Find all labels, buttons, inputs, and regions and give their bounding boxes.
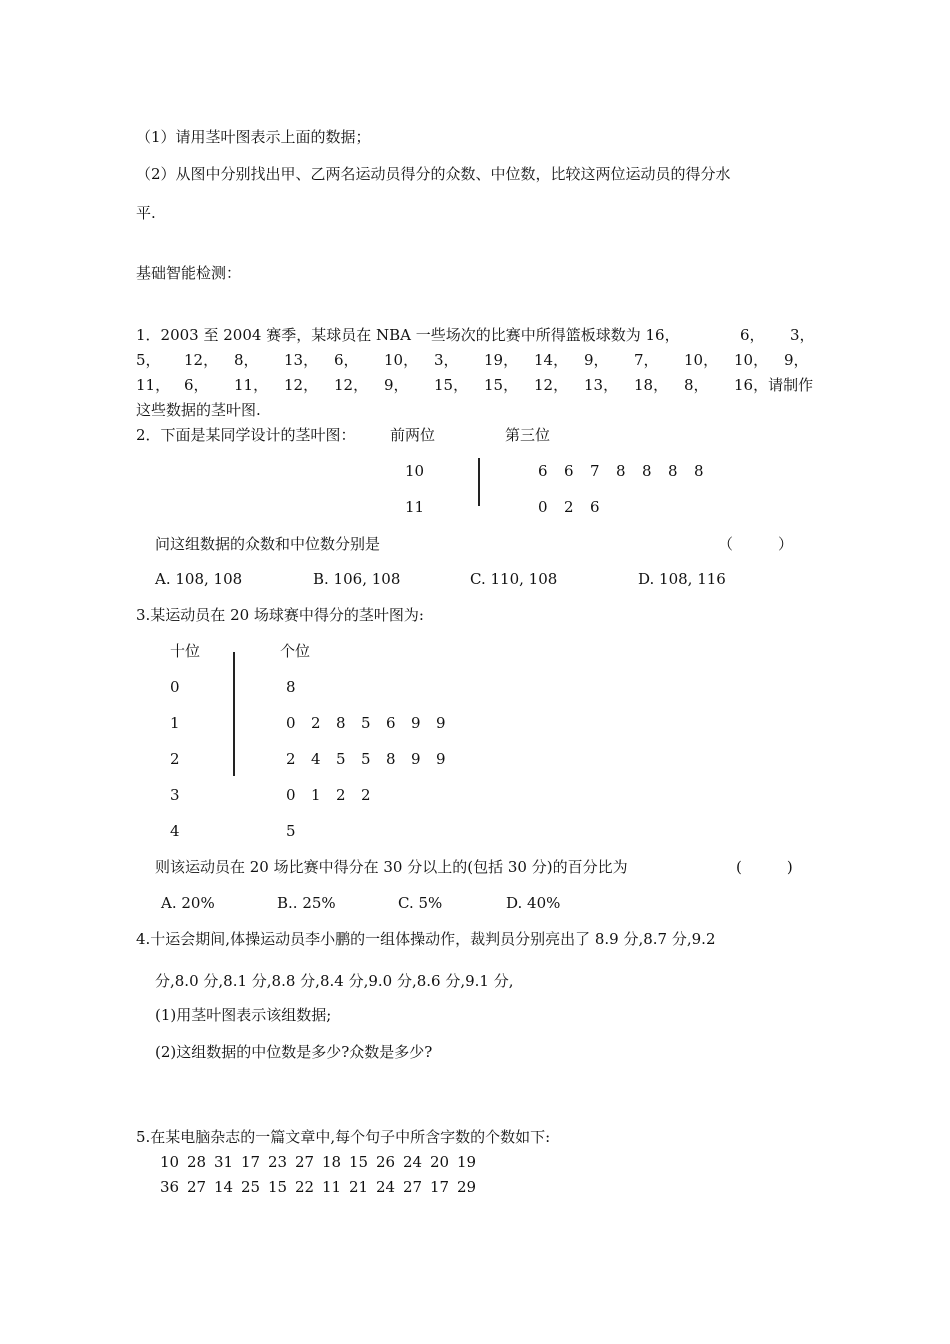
data-value: 19， bbox=[484, 351, 519, 369]
data-value: 25 bbox=[241, 1178, 261, 1196]
data-value: 10， bbox=[384, 351, 419, 369]
problem-4-question-1: (1)用茎叶图表示该组数据; bbox=[155, 1006, 332, 1024]
intro-question-2-continued: 平. bbox=[136, 204, 156, 222]
data-value: 27 bbox=[187, 1178, 207, 1196]
data-value: 28 bbox=[187, 1153, 207, 1171]
data-value: 7， bbox=[634, 351, 659, 369]
leaf-value: 9 bbox=[436, 714, 446, 732]
stem-value: 0 bbox=[170, 678, 180, 696]
data-value: 17 bbox=[430, 1178, 450, 1196]
stem-value: 1 bbox=[170, 714, 180, 732]
problem-4-line-1: 4.十运会期间,体操运动员李小鹏的一组体操动作，裁判员分别亮出了 8.9 分,8.7 分,9.2 bbox=[136, 930, 716, 948]
intro-question-2: （2）从图中分别找出甲、乙两名运动员得分的众数、中位数，比较这两位运动员的得分水 bbox=[136, 165, 731, 183]
data-value: 11， bbox=[136, 376, 171, 394]
leaf-value: 5 bbox=[286, 822, 296, 840]
data-value: 29 bbox=[457, 1178, 477, 1196]
data-value: 13， bbox=[584, 376, 619, 394]
data-value: 15， bbox=[434, 376, 469, 394]
data-value: 10， bbox=[734, 351, 769, 369]
leaf-value: 6 bbox=[538, 462, 548, 480]
problem-4-question-2: (2)这组数据的中位数是多少?众数是多少? bbox=[155, 1043, 433, 1061]
leaf-value: 2 bbox=[361, 786, 371, 804]
data-value: 12， bbox=[284, 376, 319, 394]
leaf-value: 5 bbox=[336, 750, 346, 768]
leaf-value: 2 bbox=[286, 750, 296, 768]
data-value: 22 bbox=[295, 1178, 315, 1196]
intro-question-1: （1）请用茎叶图表示上面的数据； bbox=[136, 128, 371, 146]
leaf-value: 5 bbox=[361, 750, 371, 768]
leaf-value: 6 bbox=[386, 714, 396, 732]
option-c: C. 110, 108 bbox=[470, 570, 558, 588]
option-c: C. 5% bbox=[398, 894, 443, 912]
data-value: 12， bbox=[534, 376, 569, 394]
data-value: 27 bbox=[295, 1153, 315, 1171]
data-value: 8， bbox=[234, 351, 259, 369]
data-value: 15， bbox=[484, 376, 519, 394]
data-value: 6， bbox=[184, 376, 209, 394]
data-value: 14， bbox=[534, 351, 569, 369]
stem-value: 11 bbox=[405, 498, 425, 516]
data-value: 3， bbox=[434, 351, 459, 369]
option-b: B. 106, 108 bbox=[313, 570, 401, 588]
stem-header: 前两位 bbox=[390, 426, 436, 444]
problem-1-line-4: 这些数据的茎叶图. bbox=[136, 401, 261, 419]
data-value: 13， bbox=[284, 351, 319, 369]
leaf-value: 6 bbox=[590, 498, 600, 516]
data-row bbox=[160, 1155, 484, 1170]
data-value: 19 bbox=[457, 1153, 477, 1171]
leaf-value: 9 bbox=[411, 750, 421, 768]
leaf-value: 0 bbox=[538, 498, 548, 516]
option-a: A. 20% bbox=[161, 894, 215, 912]
leaf-value: 1 bbox=[311, 786, 321, 804]
data-value: 31 bbox=[214, 1153, 234, 1171]
data-value: 10 bbox=[160, 1153, 180, 1171]
leaf-row bbox=[286, 824, 311, 839]
answer-blank: （ ） bbox=[718, 535, 794, 553]
leaf-value: 7 bbox=[590, 462, 600, 480]
data-value: 27 bbox=[403, 1178, 423, 1196]
data-value: 18， bbox=[634, 376, 669, 394]
option-d: D. 40% bbox=[506, 894, 561, 912]
data-value: 9， bbox=[584, 351, 609, 369]
data-value: 11 bbox=[322, 1178, 342, 1196]
data-value: 20 bbox=[430, 1153, 450, 1171]
option-b: B.. 25% bbox=[277, 894, 336, 912]
leaf-value: 6 bbox=[564, 462, 574, 480]
leaf-value: 9 bbox=[411, 714, 421, 732]
leaf-value: 2 bbox=[311, 714, 321, 732]
data-value: 21 bbox=[349, 1178, 369, 1196]
leaf-value: 8 bbox=[668, 462, 678, 480]
option-d: D. 108, 116 bbox=[638, 570, 726, 588]
data-row bbox=[160, 1180, 484, 1195]
section-title: 基础智能检测： bbox=[136, 264, 242, 282]
data-value: 6， bbox=[334, 351, 359, 369]
stem-value: 10 bbox=[405, 462, 425, 480]
problem-4-line-2: 分,8.0 分,8.1 分,8.8 分,8.4 分,9.0 分,8.6 分,9.1 分, bbox=[155, 972, 514, 990]
data-value: 24 bbox=[403, 1153, 423, 1171]
data-value: 12， bbox=[184, 351, 219, 369]
leaf-value: 8 bbox=[694, 462, 704, 480]
leaf-value: 8 bbox=[616, 462, 626, 480]
leaf-row bbox=[286, 752, 461, 767]
data-value: 23 bbox=[268, 1153, 288, 1171]
data-value: 17 bbox=[241, 1153, 261, 1171]
problem-1-value: 6， bbox=[740, 326, 765, 344]
leaf-value: 8 bbox=[386, 750, 396, 768]
leaf-value: 9 bbox=[436, 750, 446, 768]
data-value: 16，请制作 bbox=[734, 376, 814, 394]
stem-divider bbox=[478, 458, 480, 506]
problem-3-intro: 3.某运动员在 20 场球赛中得分的茎叶图为: bbox=[136, 606, 424, 624]
data-value: 10， bbox=[684, 351, 719, 369]
data-value: 9， bbox=[384, 376, 409, 394]
data-value: 36 bbox=[160, 1178, 180, 1196]
data-value: 18 bbox=[322, 1153, 342, 1171]
problem-1-line-2 bbox=[136, 353, 814, 368]
data-value: 11， bbox=[234, 376, 269, 394]
leaf-value: 8 bbox=[642, 462, 652, 480]
leaf-header: 第三位 bbox=[505, 426, 551, 444]
stem-value: 4 bbox=[170, 822, 180, 840]
leaf-header: 个位 bbox=[280, 642, 311, 660]
problem-1-value: 3， bbox=[790, 326, 815, 344]
leaf-row bbox=[286, 716, 461, 731]
leaf-row bbox=[538, 500, 616, 515]
leaf-value: 0 bbox=[286, 786, 296, 804]
leaf-value: 8 bbox=[286, 678, 296, 696]
data-value: 8， bbox=[684, 376, 709, 394]
problem-1-line-3 bbox=[136, 378, 834, 393]
leaf-value: 5 bbox=[361, 714, 371, 732]
data-value: 24 bbox=[376, 1178, 396, 1196]
problem-3-question: 则该运动员在 20 场比赛中得分在 30 分以上的(包括 30 分)的百分比为 bbox=[155, 858, 628, 876]
leaf-value: 2 bbox=[564, 498, 574, 516]
data-value: 26 bbox=[376, 1153, 396, 1171]
answer-blank: ( ) bbox=[736, 858, 793, 876]
leaf-row bbox=[286, 788, 386, 803]
data-value: 12， bbox=[334, 376, 369, 394]
data-value: 5， bbox=[136, 351, 161, 369]
leaf-row bbox=[286, 680, 312, 695]
problem-5-intro: 5.在某电脑杂志的一篇文章中,每个句子中所含字数的个数如下: bbox=[136, 1128, 551, 1146]
leaf-row bbox=[538, 464, 720, 479]
stem-value: 3 bbox=[170, 786, 180, 804]
leaf-value: 4 bbox=[311, 750, 321, 768]
option-a: A. 108, 108 bbox=[155, 570, 243, 588]
problem-1-line-1: 1．2003 至 2004 赛季，某球员在 NBA 一些场次的比赛中所得篮板球数为 16， bbox=[136, 326, 680, 344]
data-value: 9， bbox=[784, 351, 809, 369]
stem-header: 十位 bbox=[170, 642, 201, 660]
problem-2-question: 问这组数据的众数和中位数分别是 bbox=[155, 535, 381, 553]
data-value: 15 bbox=[268, 1178, 288, 1196]
stem-divider bbox=[233, 652, 235, 776]
leaf-value: 2 bbox=[336, 786, 346, 804]
stem-value: 2 bbox=[170, 750, 180, 768]
leaf-value: 0 bbox=[286, 714, 296, 732]
data-value: 14 bbox=[214, 1178, 234, 1196]
data-value: 15 bbox=[349, 1153, 369, 1171]
leaf-value: 8 bbox=[336, 714, 346, 732]
problem-2-intro: 2．下面是某同学设计的茎叶图： bbox=[136, 426, 356, 444]
